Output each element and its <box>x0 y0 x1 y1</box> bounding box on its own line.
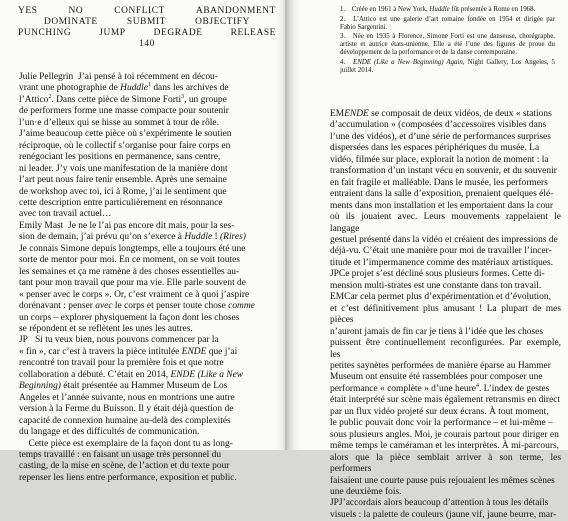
paragraph <box>330 269 561 292</box>
speaker-initials: JP <box>330 498 339 509</box>
left-page <box>0 0 285 483</box>
footnote-text: ENDE (Like a New Beginning) Again, Night Gallery, Los Angeles, 5 juillet 2014. <box>340 59 555 75</box>
speaker-initials: JP <box>330 269 339 280</box>
footnote-number: 4. <box>340 59 346 67</box>
footnote <box>340 6 555 14</box>
header-word: OBJECTIFY <box>195 17 250 27</box>
footnote-text: Créée en 1961 à New York, Huddle fût présentée à Rome en 1968. <box>350 6 536 13</box>
paragraph-text: Emily Mast Je ne le l’ai pas encore dit mais, pour la ses- sion de demain, j’ai prévu qu’on s’exerce à Huddle ! (Rires) Je connais Simone depuis longtemps, elle a toujours été une sorte de mentor pour moi. En ce moment, on se voit toutes les semaines et ça me ramène à des choses essentielles au- tant pour mon travail que pour ma vie. Elle parle souvent de « penser avec le corps ». Or, c’est vraiment ce à quoi j’aspire dorénavant : penser avec le corps et penser toute chose comme un corps – explorer physiquement la façon dont les choses se répondent et se reflètent les unes les autres. <box>19 220 255 334</box>
header-word: NO <box>68 6 84 16</box>
paragraph <box>330 292 561 498</box>
paragraph-text: Julie Pellegrin J’ai pensé à toi récemment en décou- vrant une photographie de Huddle$^1$ dans les archives de l’Attico$^2$. Dans cette pièce de Simone Forti$^3$, un groupe de performers forme une masse compacte pour soutenir l’un·e d’elleux qui se hisse au sommet à tour de rôle. J’aime beaucoup cette pièce où s’expérimente le soutien réciproque, où le collectif s’organise pour faire corps en renégociant les positions en permanence, sans centre, ni leader. J’y vois une manifestation de la manière dont l’art peut nous faire tenir ensemble. Après une semaine de workshop avec toi, ici à Rome, j’ai le sentiment que cette description entre particulièrement en résonnance avec ton travail actuel… <box>19 72 232 220</box>
running-header <box>18 6 276 50</box>
paragraph-text: Si tu veux bien, nous pouvons commencer par la « fin », car c’est à travers la pièce intitulée ENDE que j’ai rencontré ton travail pour la première fois et que notre collaboration a débuté. C’était en 2014, ENDE (Like a New Beginning) était présentée au Hammer Museum de Los Angeles et l’année suivante, nous en montrions une autre version à la Ferme du Buisson. Il y était déjà question de capacité de connexion humaine au-delà des complexités du langage et des difficultés de communication. <box>19 335 244 438</box>
footnote <box>340 59 555 75</box>
footnote-text: L’Attico est une galerie d’art romaine fondée en 1954 et dirigée par Fabio Sargentini. <box>340 15 555 31</box>
footnote <box>340 16 555 32</box>
paragraph-text: Car cela permet plus d’expérimentation et d’évolution, et c’est définitivement plus amusant ! La plupart de mes pièces n’auront jamais de fin car je tiens à l’idée que les choses puissent être continuellement reconfigurées. Par exemple, les petites saynètes performées de manière éparse au Hammer Museum ont ensuite été rassemblées pour composer une performance « complète » d’une heure$^4$. L’index de gestes était interprété sur scène mais également retransmis en direct par un flux vidéo projeté sur deux écrans. À tout moment, le public pouvait donc voir la performance – et lui-même – sous plusieurs angles. Moi, je courais partout pour diriger en même temps le caméraman et les interprètes. À mi-parcours, alors que la pièce semblait arriver à son terme, les performers faisaient une courte pause puis rejouaient les mêmes scènes une deuxième fois. <box>330 292 561 497</box>
paragraph-text: ENDE se composait de deux vidéos, de deux « stations d’accumulation » (composées d’accessoires visibles dans l’une des vidéos), et d’une série de performances surprises dispersées dans les espaces périphériques du musée. La vidéo, filmée sur place, explorait la notion de moment : la transformation d’un instant vécu en souvenir, et du souvenir en fait fragile et malléable. Dans le musée, les performers entraient dans la salle d’exposition, prenaient quelques élé- ments dans mon installation et les emportaient dans la cour où ils jouaient avec. Leurs mouvements rappelaient le langage gestuel présenté dans la vidéo et créaient des impressions de déjà-vu. C’était une manière pour moi de travailler l’incer- titude et l’impermanence comme des matériaux artistiques. <box>330 109 561 268</box>
header-row-1 <box>18 6 276 17</box>
interview-text-right <box>330 109 561 521</box>
paragraph <box>19 335 281 438</box>
paragraph <box>330 498 561 521</box>
header-word: SUBMIT <box>126 17 166 27</box>
header-word: JUMP <box>99 28 126 38</box>
header-word: YES <box>18 6 38 16</box>
paragraph <box>330 109 561 269</box>
footnote-number: 1. <box>340 6 346 13</box>
paragraph <box>19 221 281 336</box>
footnote-text: Née en 1935 à Florence, Simone Forti est une danseuse, chorégraphe, artiste et autrice états-unienne. Elle a été l’une des figures de proue du développement de la performance et de la danse contemporaine. <box>340 33 555 57</box>
paragraph-text: Ce projet s’est décliné sous plusieurs formes. Cette di- mension multi-strates est une constante dans ton travail. <box>330 269 545 291</box>
paragraph <box>19 72 281 221</box>
paragraph-text: J’accordais alors beaucoup d’attention à tous les détails visuels : la palette de couleurs (jaune vif, jaune beurre, mar- <box>330 498 557 520</box>
footnotes <box>340 6 555 77</box>
header-word: DEGRADE <box>153 28 203 38</box>
header-row-3 <box>18 28 276 39</box>
speaker-initials: EM <box>330 109 345 119</box>
header-word: PUNCHING <box>18 28 72 38</box>
page-number: 140 <box>139 39 155 49</box>
paragraph-text: Cette pièce est exemplaire de la façon dont tu as long- temps travaillé : en faisant un usage très personnel du casting, de la mise en scène, de l’action et du texte pour repenser les liens entre performance, exposition et public. <box>19 438 237 483</box>
speaker-initials: EM <box>330 292 345 303</box>
footnote <box>340 33 555 57</box>
header-row-2 <box>18 17 276 28</box>
header-word: RELEASE <box>230 28 276 38</box>
interview-text-left <box>19 72 281 484</box>
footnote-number: 3. <box>340 33 346 41</box>
header-word: CONFLICT <box>114 6 165 16</box>
speaker-initials: JP <box>19 335 28 346</box>
footnote-number: 2. <box>340 15 346 23</box>
header-word: DOMINATE <box>44 17 98 27</box>
header-word: ABANDONMENT <box>195 6 276 16</box>
paragraph <box>19 439 281 485</box>
